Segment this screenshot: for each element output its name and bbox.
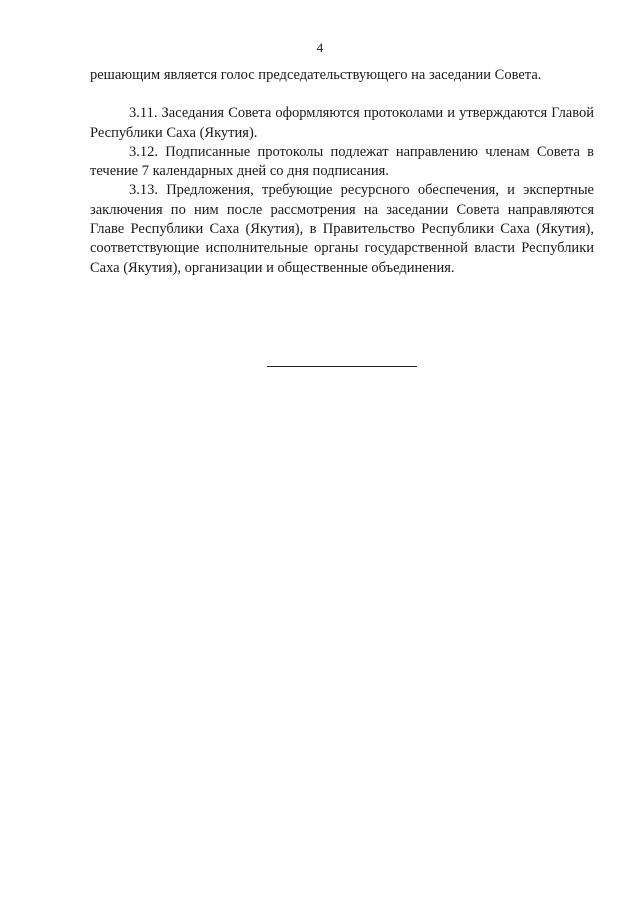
document-body xyxy=(90,66,594,278)
page-number: 4 xyxy=(316,40,324,55)
paragraph-3-13: 3.13. Предложения, требующие ресурсного обеспечения, и экспертные заключения по ним после рассмотрения на заседании Совета направляются Главе Республики Саха (Якутия), в Правительство Республики Саха (Якутия), соответствующие исполнительные органы государственной власти Республики Саха (Якутия), организации и общественные объединения. xyxy=(90,182,594,276)
end-separator-line xyxy=(267,366,417,367)
paragraph-3-12: 3.12. Подписанные протоколы подлежат направлению членам Совета в течение 7 календарных дней со дня подписания. xyxy=(90,143,594,180)
paragraph-3-11: 3.11. Заседания Совета оформляются протоколами и утверждаются Главой Республики Саха (Якутия). xyxy=(90,105,594,141)
paragraph-continuation: решающим является голос председательствующего на заседании Совета. xyxy=(90,67,542,83)
